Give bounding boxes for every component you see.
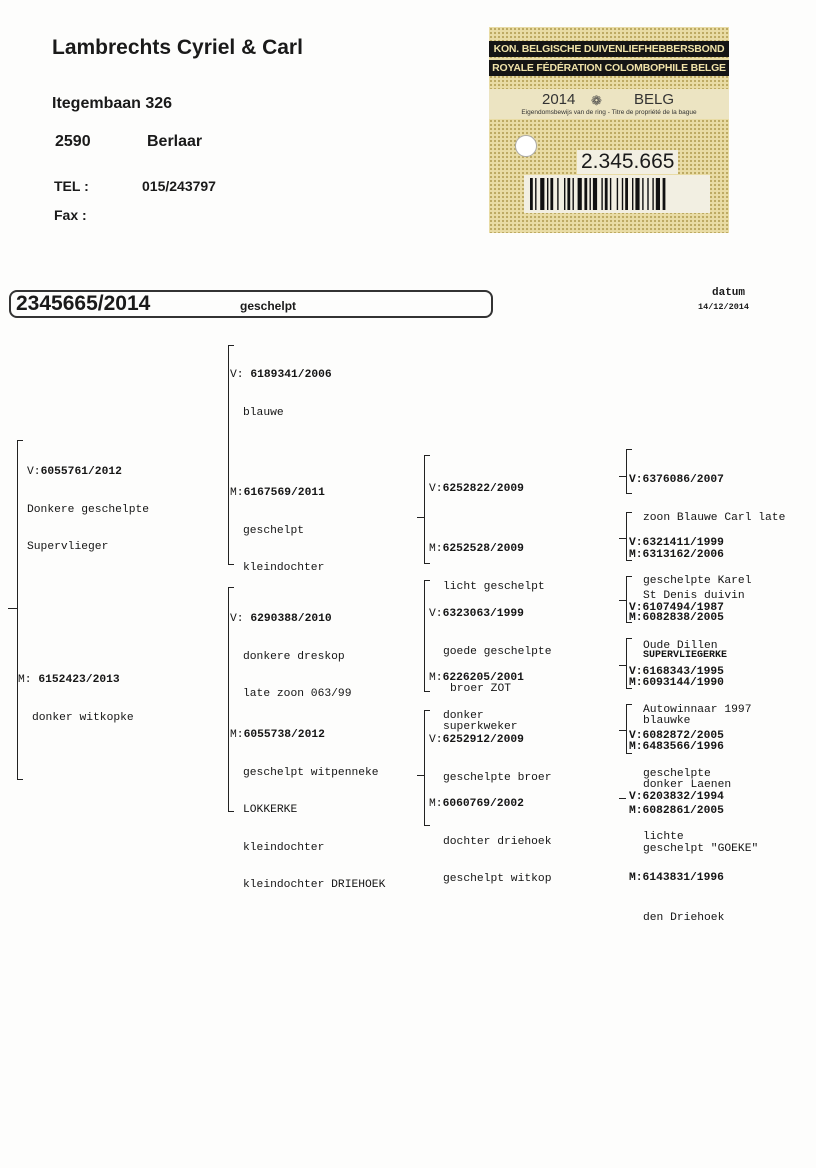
barcode [524,175,710,213]
pedigree-ss: V: 6189341/2006 blauwe [230,369,332,419]
emblem-icon: ❁ [591,93,602,108]
federation-name-fr: ROYALE FÉDÉRATION COLOMBOPHILE BELGE [489,60,729,76]
pedigree-dam: M: 6152423/2013 donker witkopke [18,674,134,724]
property-note: Eigendomsbewijs van de ring - Titre de propriété de la bague [521,109,697,116]
pedigree-g4-4: V:6168343/1995 Autowinnaar 1997 M:6483566/1996 donker Laenen [629,666,752,791]
pedigree-sdd: M:6252528/2009 licht geschelpt [429,543,545,593]
fax-label: Fax : [54,207,87,223]
pedigree-g4-2: V:6321411/1999 geschelpte Karel M:6082838/2005 SUPERVLIEGERKE [629,537,752,661]
pedigree-ddd: M:6060769/2002 dochter driehoek geschelpt witkop [429,798,552,885]
datum-label: datum [712,287,746,299]
pedigree-sd: M:6167569/2011 geschelpt kleindochter [230,487,325,574]
pedigree-g4-6: V:6203832/1994 lichte M:6143831/1996 den Driehoek [629,791,725,924]
federation-name-nl: KON. BELGISCHE DUIVENLIEFHEBBERSBOND [489,41,729,57]
owner-name: Lambrechts Cyriel & Carl [52,36,303,59]
tel-value: 015/243797 [142,178,216,194]
pigeon-ring: 2345665/2014 [16,292,151,315]
pedigree-sds: V:6252822/2009 [429,483,524,495]
pedigree-dss: V:6323063/1999 goede geschelpte broer ZOT superkweker [429,608,552,733]
ring-certificate [489,27,729,233]
ring-year: 2014 [542,91,576,108]
owner-postcode: 2590 [55,133,91,150]
pedigree-dsd: M:6226205/2001 donker [429,672,524,722]
pedigree-dds: V:6252912/2009 geschelpte broer [429,734,552,784]
datum-value: 14/12/2014 [698,302,750,312]
punch-hole [515,135,537,157]
pedigree-sire: V:6055761/2012 Donkere geschelpte Supervlieger [27,466,150,553]
pigeon-color: geschelpt [240,299,297,313]
tel-label: TEL : [54,178,89,194]
pedigree-dd: M:6055738/2012 geschelpt witpenneke LOKKERKE kleindochter kleindochter DRIEHOEK [230,729,386,891]
pedigree-g4-1: V:6376086/2007 zoon Blauwe Carl late M:6313162/2006 St Denis duivin [629,474,786,602]
pedigree-g4-5: V:6082872/2005 geschelpte M:6082861/2005 geschelpt "GOEKE" [629,730,759,855]
owner-city: Berlaar [147,133,203,150]
ring-number: 2.345.665 [577,150,678,174]
ring-country: BELG [634,91,675,108]
owner-street: Itegembaan 326 [52,95,173,112]
pedigree-ds: V: 6290388/2010 donkere dreskop late zoon 063/99 [230,613,352,700]
pedigree-g4-3: V:6107494/1987 Oude Dillen M:6093144/1990 blauwke [629,602,724,727]
